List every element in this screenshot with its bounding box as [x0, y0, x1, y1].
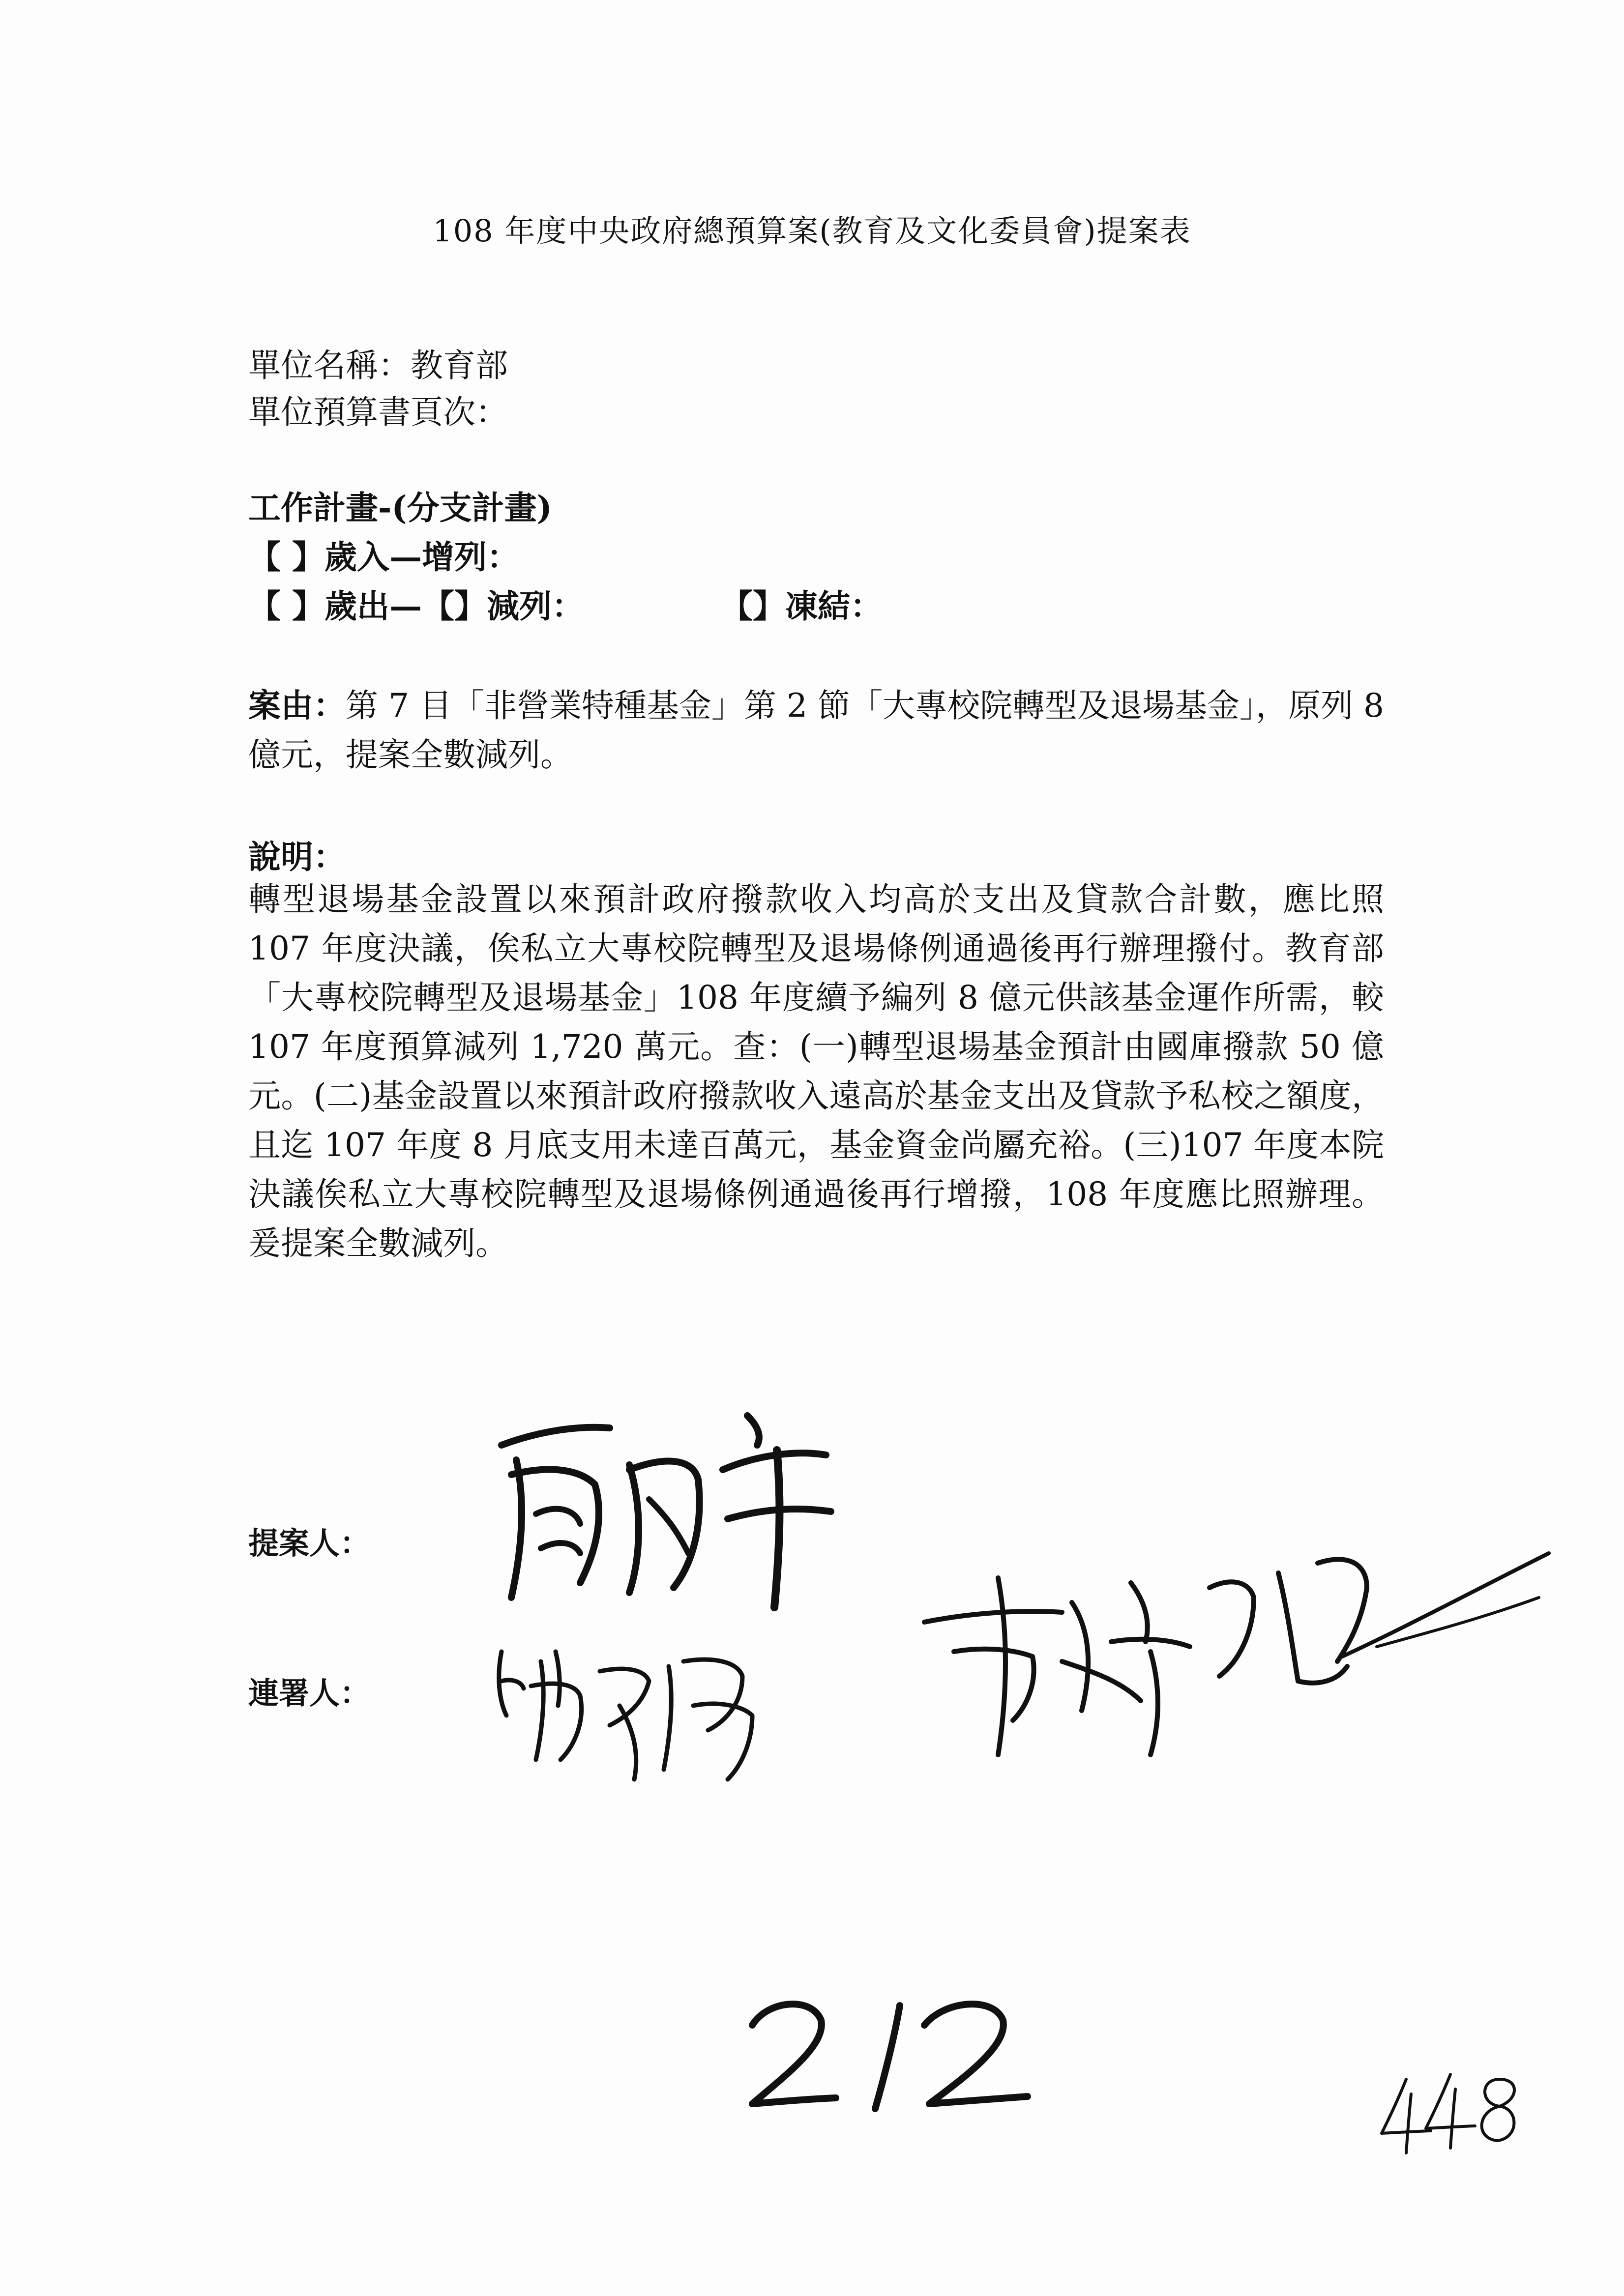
- revenue-line: 【 】歲入—增列：: [248, 538, 519, 576]
- unit-name-line: 單位名稱：教育部: [248, 347, 508, 384]
- freeze-line: 【】凍結：: [720, 587, 883, 625]
- cosigner-signature-1: [487, 1632, 792, 1789]
- handwritten-page-number: [738, 1991, 1033, 2119]
- case-paragraph: [248, 681, 1384, 780]
- proposer-signature: [482, 1406, 856, 1612]
- cosigner-label: 連署人：: [248, 1675, 371, 1711]
- handwritten-corner-number: [1377, 2064, 1524, 2163]
- unit-page-line: 單位預算書頁次：: [248, 393, 508, 431]
- document-title: 108 年度中央政府總預算案(教育及文化委員會)提案表: [433, 213, 1191, 249]
- cosigner-signature-2: [915, 1524, 1554, 1799]
- expense-line: 【 】歲出—【】減列：: [248, 587, 584, 625]
- explanation-label: 說明：: [248, 838, 346, 876]
- proposer-label: 提案人：: [248, 1525, 371, 1561]
- work-plan-line: 工作計畫-(分支計畫): [248, 489, 552, 527]
- explanation-text: 轉型退場基金設置以來預計政府撥款收入均高於支出及貸款合計數，應比照 107 年度決議，俟私立大專校院轉型及退場條例通過後再行辦理撥付。教育部「大專校院轉型及退場基金」108 年度續予編列 8 億元供該基金運作所需，較 107 年度預算減列 1,720 萬元。查：(一)轉型退場基金預計由國庫撥款 50 億元。(二)基金設置以來預計政府撥款收入遠高於基金支出及貸款予私校之額度，且迄 107 年度 8 月底支用未達百萬元，基金資金尚屬充裕。(三)107 年度本院決議俟私立大專校院轉型及退場條例通過後再行增撥，108 年度應比照辦理。爰提案全數減列。: [248, 880, 1384, 1262]
- case-text: 第 7 目「非營業特種基金」第 2 節「大專校院轉型及退場基金」，原列 8 億元，提案全數減列。: [248, 687, 1385, 774]
- case-label: 案由：: [248, 686, 346, 725]
